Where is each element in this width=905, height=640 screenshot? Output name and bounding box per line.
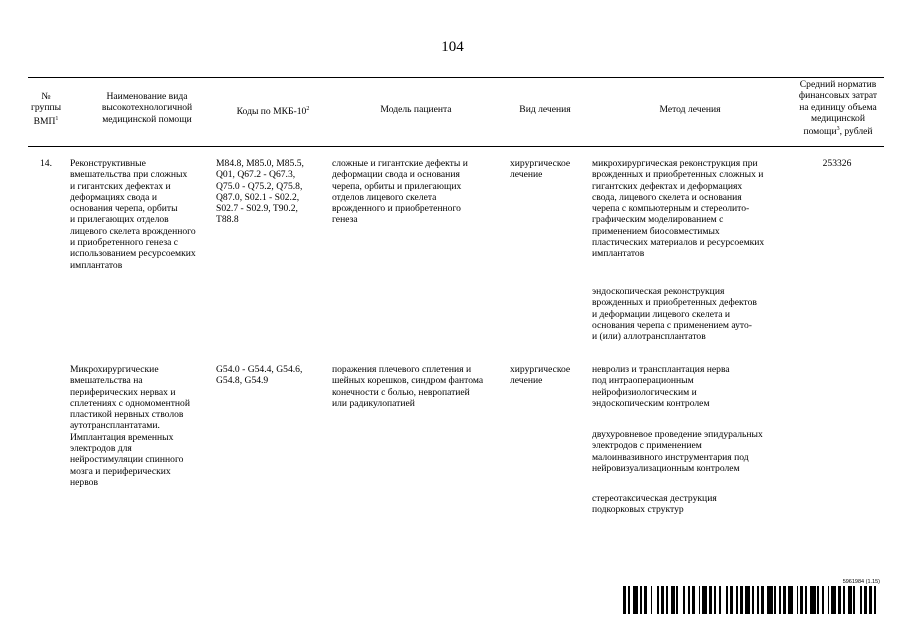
header-treatment-method: Метод лечения	[659, 104, 721, 115]
icd-codes: M84.8, M85.0, M85.5, Q01, Q67.2 - Q67.3, Q75.0 - Q75.2, Q75.8, Q87.0, S02.1 - S02.2, S02.7 - S02.9, T90.2, T88.8	[216, 158, 304, 226]
icd-codes: G54.0 - G54.4, G54.6, G54.8, G54.9	[216, 364, 303, 387]
treatment-method: стереотаксическая деструкция подкорковых структур	[592, 493, 717, 516]
footnote-marker: 3	[836, 126, 840, 133]
group-number: 14.	[40, 158, 52, 169]
treatment-method: двухуровневое проведение эпидуральных электродов с применением малоинвазивного инструментария под нейровизуализационным контролем	[592, 429, 763, 474]
vmp-name: Реконструктивные вмешательства при сложных и гигантских дефектах и деформациях свода и основания черепа, орбиты и прилегающих отделов лицевого скелета врожденного и приобретенного генеза с использованием ресурсоемких имплантатов	[70, 158, 196, 271]
vmp-name: Микрохирургические вмешательства на периферических нервах и сплетениях с одномоментной пластикой нервных стволов аутотрансплантатами. Имплантация временных электродов для нейростимуляции спинного мозга и периферических нервов	[70, 364, 190, 488]
barcode-label: 5961984 (1.15)	[842, 579, 880, 585]
table-top-rule	[28, 77, 884, 78]
treatment-type: хирургическое лечение	[510, 364, 571, 387]
patient-model: поражения плечевого сплетения и шейных корешков, синдром фантома конечности с болью, невропатией или радикулопатией	[332, 364, 484, 409]
average-cost: 253326	[822, 158, 852, 169]
header-vmp-name: Наименование вида высокотехнологичной медицинской помощи	[101, 91, 193, 125]
barcode	[623, 586, 881, 614]
header-group-number: № группы ВМП$^1$	[30, 91, 62, 127]
page-number: 104	[441, 39, 464, 55]
treatment-method: невролиз и трансплантация нерва под интраоперационным нейрофизиологическим и эндоскопическим контролем	[592, 364, 730, 409]
treatment-method: микрохирургическая реконструкция при врожденных и приобретенных сложных и гигантских дефектах и деформациях свода, лицевого скелета и основания черепа с компьютерным и стереолито- графическим моделированием с применением биосовместимых пластических материалов и ресурсоемких имплантатов	[592, 158, 765, 260]
footnote-marker: 1	[55, 115, 59, 122]
table-header-rule	[28, 146, 884, 147]
treatment-type: хирургическое лечение	[510, 158, 571, 181]
header-icd-codes: Коды по МКБ-$10^2$	[236, 106, 310, 118]
footnote-marker: 2	[306, 106, 310, 112]
header-treatment-type: Вид лечения	[519, 104, 571, 115]
patient-model: сложные и гигантские дефекты и деформации свода и основания черепа, орбиты и прилегающих отделов лицевого скелета врожденного и приобретенного генеза	[332, 158, 468, 226]
header-patient-model: Модель пациента	[380, 104, 452, 115]
header-average-cost: Средний норматив финансовых затрат на единицу объема медицинской помощи$^3$, рублей	[798, 79, 878, 138]
treatment-method: эндоскопическая реконструкция врожденных и приобретенных дефектов и деформации лицевого скелета и основания черепа с применением ауто- и (или) аллотрансплантатов	[592, 286, 757, 343]
